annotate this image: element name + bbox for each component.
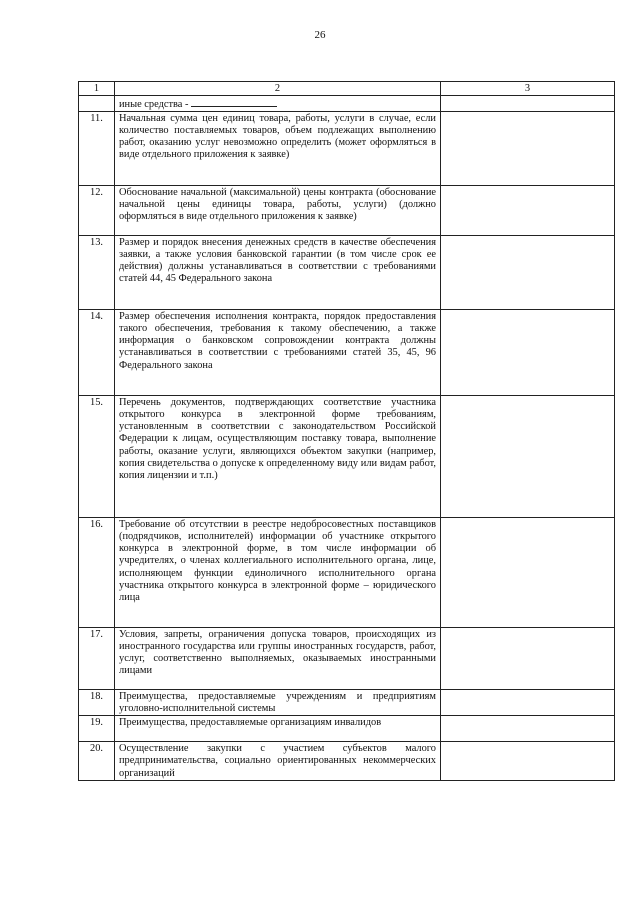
row-value-cell (441, 186, 615, 236)
row-value-cell (441, 628, 615, 690)
row-number: 12. (79, 186, 115, 236)
table-row (79, 396, 615, 518)
table-row-continuation (79, 96, 615, 112)
column-header-3: 3 (441, 82, 615, 96)
table-row (79, 716, 615, 742)
row-text: Начальная сумма цен единиц товара, работы, услуги в случае, если количество поставляемых товаров, объем подлежащих выполнению работ, оказанию услуг невозможно определить (может оформляться в виде отдельного приложения к заявке) (115, 112, 441, 186)
row-text: Перечень документов, подтверждающих соответствие участника открытого конкурса в электронной форме требованиям, установленным в соответствии с законодательством Российской Федерации к лицам, осуществляющим поставку товара, выполнение работы, оказание услуги, являющихся объектом закупки (например, копия свидетельства о допуске к определенному виду или видам работ, копия лицензии и т.п.) (115, 396, 441, 518)
fill-in-line (191, 97, 277, 107)
row-text-cell (115, 96, 441, 112)
column-header-2: 2 (115, 82, 441, 96)
row-value-cell (441, 96, 615, 112)
row-value-cell (441, 742, 615, 780)
table-row (79, 742, 615, 780)
row-value-cell (441, 396, 615, 518)
row-number: 13. (79, 236, 115, 310)
table-row (79, 310, 615, 396)
table-header-row (79, 82, 615, 96)
row-number: 17. (79, 628, 115, 690)
row-text: Требование об отсутствии в реестре недобросовестных поставщиков (подрядчиков, исполнителей) информации об участнике открытого конкурса в электронной форме, в том числе информации об учредителях, о членах коллегиального исполнительного органа, лице, исполняющем функции единоличного исполнительного органа участника открытого конкурса в электронной форме – юридического лица (115, 518, 441, 628)
row-value-cell (441, 518, 615, 628)
continuation-text: иные средства - (119, 99, 189, 111)
row-value-cell (441, 716, 615, 742)
table-row (79, 628, 615, 690)
row-value-cell (441, 112, 615, 186)
row-text: Условия, запреты, ограничения допуска товаров, происходящих из иностранного государства или группы иностранных государств, работ, услуг, соответственно выполняемых, оказываемых иностранными лицами (115, 628, 441, 690)
row-text: Обоснование начальной (максимальной) цены контракта (обоснование начальной цены единицы товара, работы, услуги) (должно оформляться в виде отдельного приложения к заявке) (115, 186, 441, 236)
row-number: 19. (79, 716, 115, 742)
row-text: Преимущества, предоставляемые учреждениям и предприятиям уголовно-исполнительной системы (115, 690, 441, 716)
table-row (79, 112, 615, 186)
row-text: Осуществление закупки с участием субъектов малого предпринимательства, социально ориентированных некоммерческих организаций (115, 742, 441, 780)
row-text: Размер и порядок внесения денежных средств в качестве обеспечения заявки, а также условия банковской гарантии (в том числе срок ее действия) должны устанавливаться в соответствии с требованиями статей 44, 45 Федерального закона (115, 236, 441, 310)
row-text: Размер обеспечения исполнения контракта, порядок предоставления такого обеспечения, требования к такому обеспечению, а также информация о банковском сопровождении контракта должны устанавливаться в соответствии с требованиями статей 35, 45, 96 Федерального закона (115, 310, 441, 396)
procurement-table (78, 81, 615, 781)
row-number: 16. (79, 518, 115, 628)
table-row (79, 518, 615, 628)
row-value-cell (441, 236, 615, 310)
row-number-cell (79, 96, 115, 112)
table-row (79, 690, 615, 716)
row-number: 18. (79, 690, 115, 716)
column-header-1: 1 (79, 82, 115, 96)
table-row (79, 186, 615, 236)
row-value-cell (441, 310, 615, 396)
row-text: Преимущества, предоставляемые организациям инвалидов (115, 716, 441, 742)
row-value-cell (441, 690, 615, 716)
row-number: 11. (79, 112, 115, 186)
table-row (79, 236, 615, 310)
row-number: 20. (79, 742, 115, 780)
row-number: 14. (79, 310, 115, 396)
page-number: 26 (314, 29, 326, 41)
row-number: 15. (79, 396, 115, 518)
